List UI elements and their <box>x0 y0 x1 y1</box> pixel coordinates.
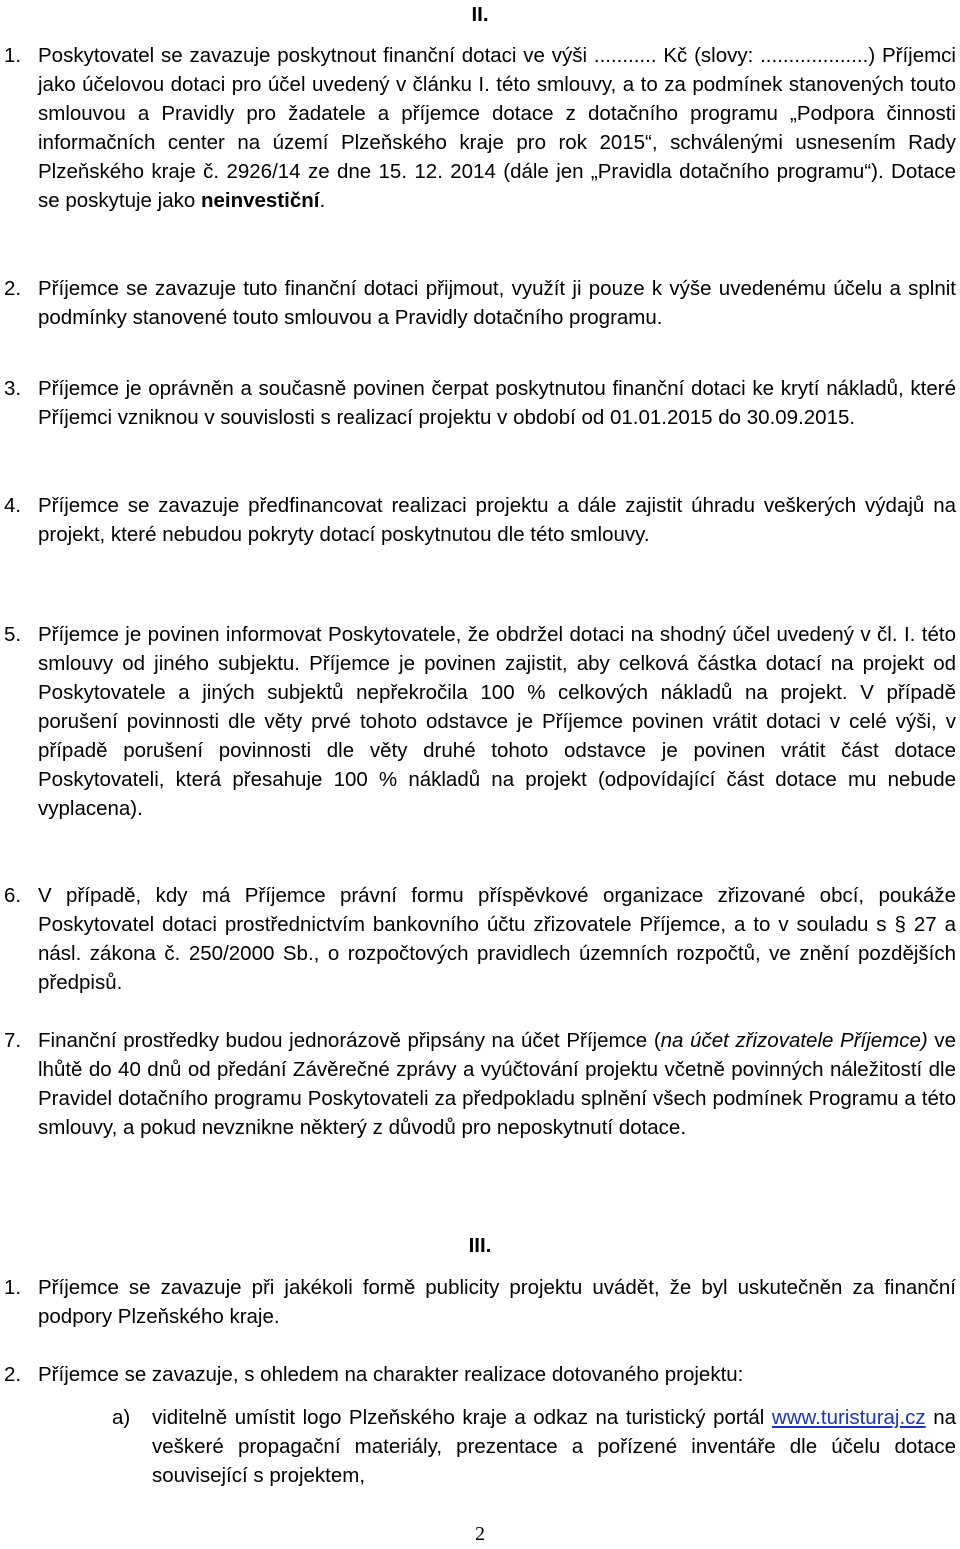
portal-link[interactable]: www.turisturaj.cz <box>771 1406 926 1429</box>
text-run: ve lhůtě do 40 dnů od předání Závěrečné zprávy a vyúčtování projektu včetně povinných náležitostí dle Pravidel dotačního programu Poskytovateli za předpokladu splnění všech podmínek Programu a této smlouvy, a pokud nevznikne některý z důvodů pro neposkytnutí dotace. <box>38 1029 956 1139</box>
clause-text <box>38 1360 956 1389</box>
clause-number: 1. <box>4 44 22 67</box>
clause-number: 2. <box>4 1363 22 1386</box>
text-run: Příjemce je oprávněn a současně povinen čerpat poskytnutou finanční dotaci ke krytí nákladů, které Příjemci vzniknou v souvislosti s realizací projektu v období od 01.01.2015 do 30.09.2015. <box>38 377 956 429</box>
text-run: . <box>319 189 326 212</box>
subclause-a <box>112 1403 956 1490</box>
clause-number: 6. <box>4 884 22 907</box>
clause-iii-2 <box>4 1360 956 1389</box>
clause-number: 1. <box>4 1276 22 1299</box>
clause-text <box>38 1273 956 1331</box>
text-run: Finanční prostředky budou jednorázově připsány na účet Příjemce ( <box>38 1029 661 1052</box>
text-run: na veškeré propagační materiály, prezentace a pořízené inventáře dle účelu dotace související s projektem, <box>152 1406 956 1487</box>
section-heading-ii: II. <box>471 3 489 26</box>
emphasis-bold: neinvestiční <box>200 189 320 212</box>
clause-text <box>38 620 956 823</box>
clause-ii-1 <box>4 41 956 215</box>
clause-ii-4 <box>4 491 956 549</box>
text-run: Příjemce se zavazuje, s ohledem na charakter realizace dotovaného projektu: <box>38 1363 744 1386</box>
clause-text <box>38 274 956 332</box>
text-run: Příjemce se zavazuje při jakékoli formě publicity projektu uvádět, že byl uskutečněn za finanční podpory Plzeňského kraje. <box>38 1276 956 1328</box>
text-run: V případě, kdy má Příjemce právní formu příspěvkové organizace zřizované obcí, poukáže Poskytovatel dotaci prostřednictvím bankovního účtu zřizovatele Příjemce, a to v souladu s § 27 a násl. zákona č. 250/2000 Sb., o rozpočtových pravidlech územních rozpočtů, ve znění pozdějších předpisů. <box>38 884 956 994</box>
clause-text <box>38 1026 956 1142</box>
clause-iii-1 <box>4 1273 956 1331</box>
clause-text <box>38 374 956 432</box>
subclause-letter: a) <box>112 1406 131 1429</box>
subclause-text <box>152 1403 956 1490</box>
clause-ii-2 <box>4 274 956 332</box>
clause-ii-5 <box>4 620 956 823</box>
clause-text <box>38 491 956 549</box>
clause-ii-7 <box>4 1026 956 1142</box>
clause-text <box>38 41 956 215</box>
clause-number: 3. <box>4 377 22 400</box>
clause-ii-3 <box>4 374 956 432</box>
clause-number: 2. <box>4 277 22 300</box>
clause-number: 5. <box>4 623 22 646</box>
clause-number: 4. <box>4 494 22 517</box>
text-run: Poskytovatel se zavazuje poskytnout finanční dotaci ve výši ........... Kč (slovy: ...................) Příjemci jako účelovou dotaci pro účel uvedený v článku I. této smlouvy, a to za podmínek stanovených touto smlouvou a Pravidly pro žadatele a příjemce dotace z dotačního programu „Podpora činnosti informačních center na území Plzeňského kraje pro rok 2015“, schválenými usnesením Rady Plzeňského kraje č. 2926/14 ze dne 15. 12. 2014 (dále jen „Pravidla dotačního programu“). Dotace se poskytuje jako <box>38 44 956 212</box>
text-run: Příjemce je povinen informovat Poskytovatele, že obdržel dotaci na shodný účel uvedený v čl. I. této smlouvy od jiného subjektu. Příjemce je povinen zajistit, aby celková částka dotací na projekt od Poskytovatele a jiných subjektů nepřekročila 100 % celkových nákladů na projekt. V případě porušení povinnosti dle věty prvé tohoto odstavce je Příjemce povinen vrátit dotaci v celé výši, v případě porušení povinnosti dle věty druhé tohoto odstavce je povinen vrátit část dotace Poskytovateli, která přesahuje 100 % nákladů na projekt (odpovídající část dotace mu nebude vyplacena). <box>38 623 956 820</box>
page-number: 2 <box>475 1523 485 1545</box>
clause-text <box>38 881 956 997</box>
emphasis-italic: na účet zřizovatele Příjemce) <box>660 1029 928 1052</box>
clause-number: 7. <box>4 1029 22 1052</box>
text-run: Příjemce se zavazuje tuto finanční dotaci přijmout, využít ji pouze k výše uvedenému účelu a splnit podmínky stanovené touto smlouvou a Pravidly dotačního programu. <box>38 277 956 329</box>
text-run: viditelně umístit logo Plzeňského kraje a odkaz na turistický portál <box>152 1406 772 1429</box>
section-heading-iii: III. <box>468 1234 492 1257</box>
clause-ii-6 <box>4 881 956 997</box>
text-run: Příjemce se zavazuje předfinancovat realizaci projektu a dále zajistit úhradu veškerých výdajů na projekt, které nebudou pokryty dotací poskytnutou dle této smlouvy. <box>38 494 956 546</box>
